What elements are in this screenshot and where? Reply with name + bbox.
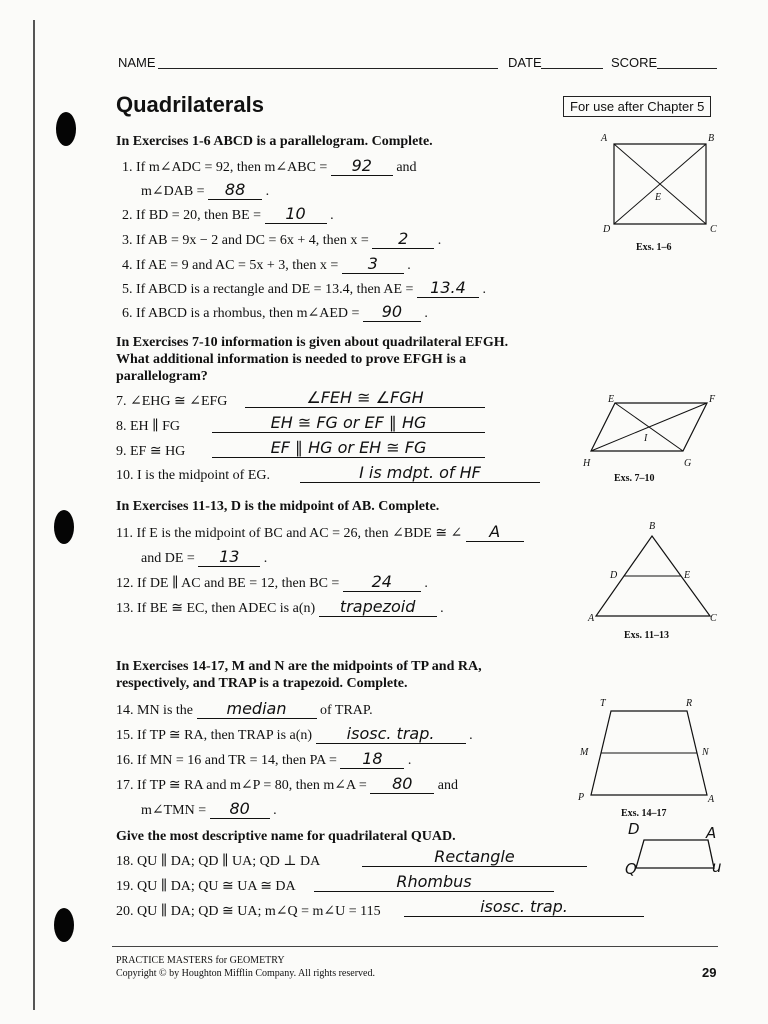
exercise-text: If TP ≅ RA and m∠P = 80, then m∠A = <box>137 778 367 793</box>
exercise-text: MN is the <box>137 703 193 718</box>
exercise-suffix: . <box>424 576 428 591</box>
sketch-label-a: A <box>706 824 717 842</box>
answer-field[interactable]: 80 <box>370 774 434 794</box>
fig2-label-i: I <box>644 433 648 444</box>
exercise-number: 5. <box>122 282 133 297</box>
exercise-text: If m∠ADC = 92, then m∠ABC = <box>136 160 328 175</box>
answer-field[interactable]: 80 <box>210 799 270 819</box>
section2-instructions-2: What additional information is needed to prove EFGH is a <box>116 352 467 367</box>
fig2-label-g: G <box>684 458 692 469</box>
section5-instructions: Give the most descriptive name for quadrilateral QUAD. <box>116 829 456 844</box>
exercise-text: m∠TMN = <box>141 803 207 818</box>
exercise-text: QU ∥ DA; QD ∥ UA; QD ⊥ DA <box>137 854 321 869</box>
sketch-label-q: Q <box>625 860 637 878</box>
exercise-1 <box>122 156 417 176</box>
exercise-text: EF ≅ HG <box>130 444 186 459</box>
exercise-3 <box>122 229 441 249</box>
exercise-number: 1. <box>122 160 133 175</box>
sketch-trapezoid <box>636 840 714 868</box>
exercise-15 <box>116 724 473 744</box>
exercise-text: QU ∥ DA; QU ≅ UA ≅ DA <box>137 879 296 894</box>
figure-parallelogram-efgh <box>585 395 715 465</box>
section2-instructions-3: parallelogram? <box>116 369 208 384</box>
answer-19[interactable]: Rhombus <box>314 872 554 892</box>
binder-hole-middle <box>54 510 74 544</box>
exercise-20 <box>116 903 381 920</box>
exercise-text: ∠EHG ≅ ∠EFG <box>130 394 228 409</box>
exercise-suffix: . <box>407 258 411 273</box>
answer-field[interactable]: 24 <box>343 572 421 592</box>
exercise-11b <box>141 547 267 567</box>
figure-parallelogram-abcd <box>600 132 720 232</box>
figure-trapezoid-trap <box>585 703 715 803</box>
fig2-label-f: F <box>709 394 716 405</box>
section1-instructions: In Exercises 1-6 ABCD is a parallelogram. Complete. <box>116 134 433 149</box>
exercise-10 <box>116 468 270 484</box>
footer-rule <box>112 946 718 947</box>
exercise-number: 6. <box>122 306 133 321</box>
fig4-label-r: R <box>686 698 693 709</box>
score-label: SCORE <box>611 55 658 70</box>
section4-instructions-2: respectively, and TRAP is a trapezoid. Complete. <box>116 676 408 691</box>
exercise-8 <box>116 418 180 435</box>
chapter-badge: For use after Chapter 5 <box>563 96 711 117</box>
exercise-text: I is the midpoint of EG. <box>137 468 270 483</box>
exercise-suffix: . <box>424 306 428 321</box>
exercise-text: If AB = 9x − 2 and DC = 6x + 4, then x = <box>136 233 369 248</box>
exercise-suffix: . <box>330 208 334 223</box>
exercise-number: 9. <box>116 444 127 459</box>
exercise-number: 7. <box>116 394 127 409</box>
fig2-label-h: H <box>583 458 591 469</box>
sketch-label-d: D <box>628 820 640 838</box>
exercise-suffix: . <box>407 753 412 768</box>
section4-instructions-1: In Exercises 14-17, M and N are the midpoints of TP and RA, <box>116 659 482 674</box>
exercise-text: and DE = <box>141 551 195 566</box>
exercise-text: If ABCD is a rhombus, then m∠AED = <box>136 306 360 321</box>
exercise-number: 18. <box>116 854 134 869</box>
exercise-text: If BE ≅ EC, then ADEC is a(n) <box>137 601 316 616</box>
exercise-19 <box>116 878 296 895</box>
exercise-number: 14. <box>116 703 134 718</box>
exercise-number: 2. <box>122 208 133 223</box>
binder-hole-top <box>56 112 76 146</box>
name-field[interactable] <box>158 68 498 69</box>
exercise-suffix: . <box>273 803 277 818</box>
fig4-label-m: M <box>580 747 589 758</box>
date-label: DATE <box>508 55 542 70</box>
fig3-label-e: E <box>684 570 691 581</box>
exercise-14 <box>116 699 373 719</box>
binder-hole-bottom <box>54 908 74 942</box>
answer-8[interactable]: EH ≅ FG or EF ∥ HG <box>212 413 485 433</box>
exercise-1b <box>141 180 269 200</box>
exercise-suffix: . <box>469 728 473 743</box>
exercise-2 <box>122 204 334 224</box>
exercise-9 <box>116 443 185 460</box>
exercise-17 <box>116 774 458 794</box>
exercise-number: 4. <box>122 258 133 273</box>
exercise-number: 3. <box>122 233 133 248</box>
fig1-label-b: B <box>708 133 715 144</box>
fig2-label-e: E <box>608 394 615 405</box>
answer-18[interactable]: Rectangle <box>362 847 587 867</box>
exercise-number: 13. <box>116 601 134 616</box>
exercise-text: If TP ≅ RA, then TRAP is a(n) <box>137 728 313 743</box>
exercise-text: If AE = 9 and AC = 5x + 3, then x = <box>136 258 339 273</box>
exercise-13 <box>116 597 444 617</box>
fig1-label-a: A <box>601 133 608 144</box>
exercise-text: If E is the midpoint of BC and AC = 26, then ∠BDE ≅ ∠ <box>136 526 463 541</box>
exercise-suffix: and <box>396 160 417 175</box>
answer-field[interactable]: 92 <box>331 156 393 176</box>
answer-9[interactable]: EF ∥ HG or EH ≅ FG <box>212 438 485 458</box>
exercise-number: 10. <box>116 468 134 483</box>
exercise-number: 12. <box>116 576 134 591</box>
fig3-caption: Exs. 11–13 <box>624 630 670 641</box>
answer-20[interactable]: isosc. trap. <box>404 897 644 917</box>
exercise-suffix: . <box>437 233 442 248</box>
answer-field[interactable]: 18 <box>340 749 404 769</box>
exercise-suffix: . <box>482 282 486 297</box>
fig4-label-a: A <box>708 794 715 805</box>
exercise-text: If ABCD is a rectangle and DE = 13.4, then AE = <box>136 282 414 297</box>
exercise-text: If BD = 20, then BE = <box>136 208 262 223</box>
section2-instructions-1: In Exercises 7-10 information is given about quadrilateral EFGH. <box>116 335 509 350</box>
answer-field[interactable]: trapezoid <box>319 597 437 617</box>
page-edge-line <box>33 20 35 1010</box>
answer-field[interactable]: median <box>197 699 317 719</box>
answer-field[interactable]: 13.4 <box>417 278 479 298</box>
answer-field[interactable]: 90 <box>363 302 421 322</box>
answer-field[interactable]: isosc. trap. <box>316 724 466 744</box>
answer-10[interactable]: I is mdpt. of HF <box>300 463 540 483</box>
exercise-number: 19. <box>116 879 134 894</box>
date-field[interactable] <box>541 68 603 69</box>
exercise-number: 17. <box>116 778 134 793</box>
fig3-label-d: D <box>610 570 618 581</box>
fig4-label-n: N <box>702 747 709 758</box>
exercise-suffix: of TRAP. <box>320 703 373 718</box>
exercise-text: m∠DAB = <box>141 184 205 199</box>
page-title: Quadrilaterals <box>116 92 264 117</box>
footer-title: PRACTICE MASTERS for GEOMETRY <box>116 955 285 966</box>
section3-instructions: In Exercises 11-13, D is the midpoint of AB. Complete. <box>116 499 440 514</box>
exercise-suffix: . <box>440 601 444 616</box>
page-number: 29 <box>702 965 717 980</box>
sketch-label-u: u <box>712 858 722 876</box>
exercise-11 <box>116 522 524 542</box>
fig3-label-a: A <box>588 613 595 624</box>
footer-copyright: Copyright © by Houghton Mifflin Company. All rights reserved. <box>116 968 375 979</box>
exercise-suffix: . <box>265 184 270 199</box>
exercise-number: 8. <box>116 419 127 434</box>
answer-field[interactable]: 10 <box>265 204 327 224</box>
fig1-label-c: C <box>710 224 717 235</box>
answer-field[interactable]: 13 <box>198 547 260 567</box>
exercise-number: 16. <box>116 753 134 768</box>
exercise-16 <box>116 749 411 769</box>
fig4-label-p: P <box>578 792 585 803</box>
name-label: NAME <box>118 55 156 70</box>
exercise-6 <box>122 302 428 322</box>
exercise-4 <box>122 254 411 274</box>
answer-field[interactable]: A <box>466 522 524 542</box>
fig1-label-e: E <box>655 192 662 203</box>
fig3-label-b: B <box>649 521 656 532</box>
answer-field[interactable]: 3 <box>342 254 404 274</box>
exercise-7 <box>116 393 227 410</box>
fig2-caption: Exs. 7–10 <box>614 473 655 484</box>
exercise-text: EH ∥ FG <box>130 419 181 434</box>
fig4-caption: Exs. 14–17 <box>621 808 667 819</box>
fig1-caption: Exs. 1–6 <box>636 242 672 253</box>
exercise-number: 15. <box>116 728 134 743</box>
exercise-text: If MN = 16 and TR = 14, then PA = <box>137 753 337 768</box>
diagonal-hf <box>591 403 707 451</box>
exercise-18 <box>116 853 320 870</box>
fig3-label-c: C <box>710 613 717 624</box>
exercise-number: 20. <box>116 904 134 919</box>
answer-field[interactable]: 2 <box>372 229 434 249</box>
exercise-5 <box>122 278 486 298</box>
exercise-suffix: . <box>263 551 268 566</box>
fig4-label-t: T <box>600 698 606 709</box>
exercise-17b <box>141 799 277 819</box>
answer-7[interactable]: ∠FEH ≅ ∠FGH <box>245 388 485 408</box>
answer-field[interactable]: 88 <box>208 180 262 200</box>
exercise-suffix: and <box>437 778 458 793</box>
score-field[interactable] <box>657 68 717 69</box>
exercise-number: 11. <box>116 526 133 541</box>
exercise-12 <box>116 572 428 592</box>
exercise-text: QU ∥ DA; QD ≅ UA; m∠Q = m∠U = 115 <box>137 904 381 919</box>
fig1-label-d: D <box>603 224 611 235</box>
exercise-text: If DE ∥ AC and BE = 12, then BC = <box>137 576 340 591</box>
